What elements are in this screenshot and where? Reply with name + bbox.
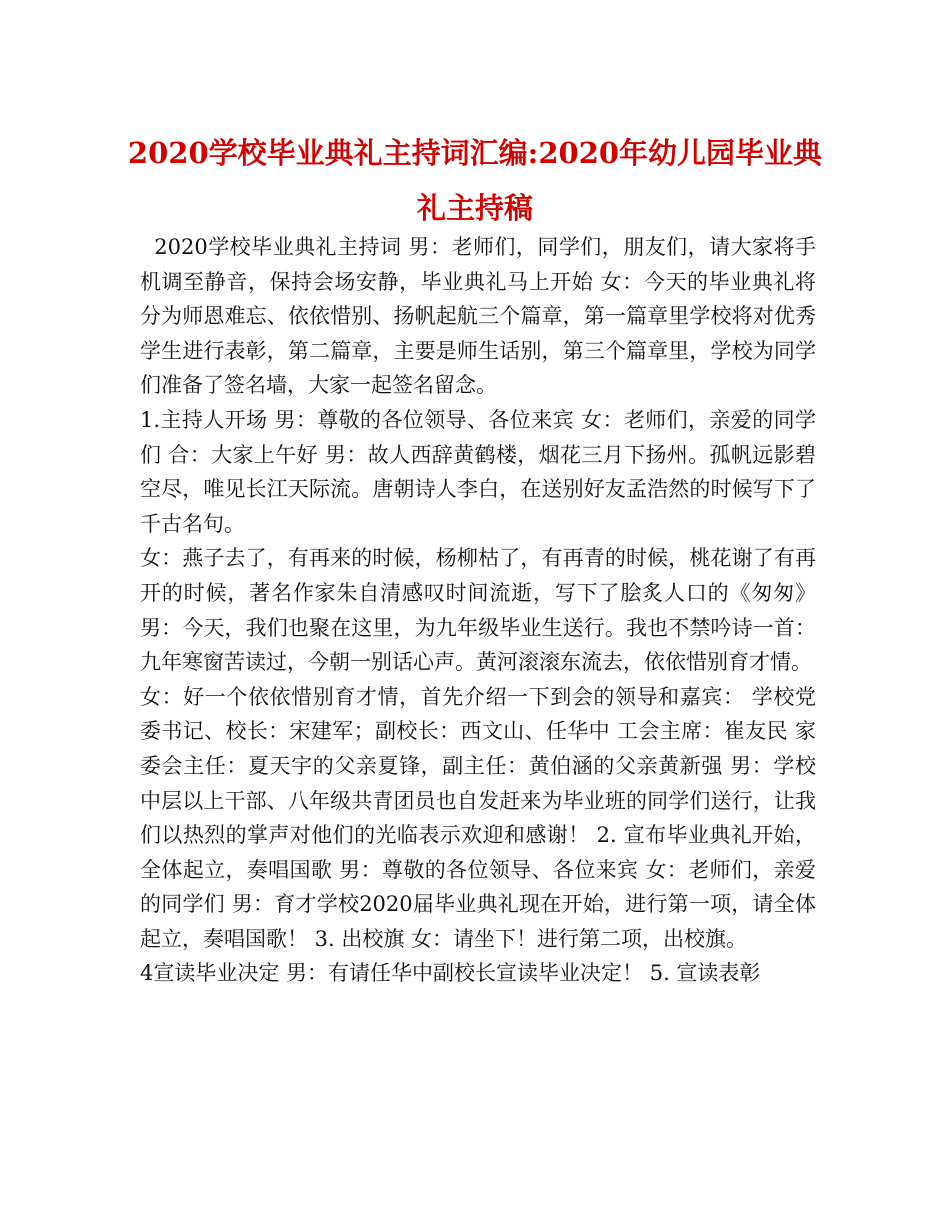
document-title: 2020学校毕业典礼主持词汇编:2020年幼儿园毕业典礼主持稿 <box>127 136 823 225</box>
paragraph-decision: 4宣读毕业决定 男：有请任华中副校长宣读毕业决定！ 5. 宣读表彰 <box>140 961 761 986</box>
paragraph-guests: 女：好一个依依惜别育才情，首先介绍一下到会的领导和嘉宾： 学校党委书记、校长：宋建军；副校长：西文山、任华中 工会主席：崔友民 家委会主任：夏天宇的父亲夏锋，副主任：黄伯涵的父亲黄新强 男：学校中层以上干部、八年级共青团员也自发赶来为毕业班的同学们送行，让我们以热烈的掌声对他们的光临表示欢迎和感谢！ 2. 宣布毕业典礼开始，全体起立，奏唱国歌 男：尊敬的各位领导、各位来宾 女：老师们，亲爱的同学们 男：育才学校2020届毕业典礼现在开始，进行第一项，请全体起立，奏唱国歌！ 3. 出校旗 女：请坐下！进行第二项，出校旗。 <box>140 684 816 951</box>
paragraph-opening: 1.主持人开场 男：尊敬的各位领导、各位来宾 女：老师们，亲爱的同学们 合：大家上午好 男：故人西辞黄鹤楼，烟花三月下扬州。孤帆远影碧空尽，唯见长江天际流。唐朝诗人李白，在送别好友孟浩然的时候写下了千古名句。 <box>140 407 816 536</box>
paragraph-swallows: 女：燕子去了，有再来的时候，杨柳枯了，有再青的时候，桃花谢了有再开的时候，著名作家朱自清感叹时间流逝，写下了脍炙人口的《匆匆》 男：今天，我们也聚在这里，为九年级毕业生送行。我也不禁吟诗一首：九年寒窗苦读过，今朝一别话心声。黄河滚滚东流去，依依惜别育才情。 <box>140 546 816 675</box>
document-body <box>140 230 816 991</box>
paragraph-intro: 2020学校毕业典礼主持词 男：老师们，同学们，朋友们，请大家将手机调至静音，保持会场安静，毕业典礼马上开始 女：今天的毕业典礼将分为师恩难忘、依依惜别、扬帆起航三个篇章，第一篇章里学校将对优秀学生进行表彰，第二篇章，主要是师生话别，第三个篇章里，学校为同学们准备了签名墙，大家一起签名留念。 <box>140 235 816 398</box>
